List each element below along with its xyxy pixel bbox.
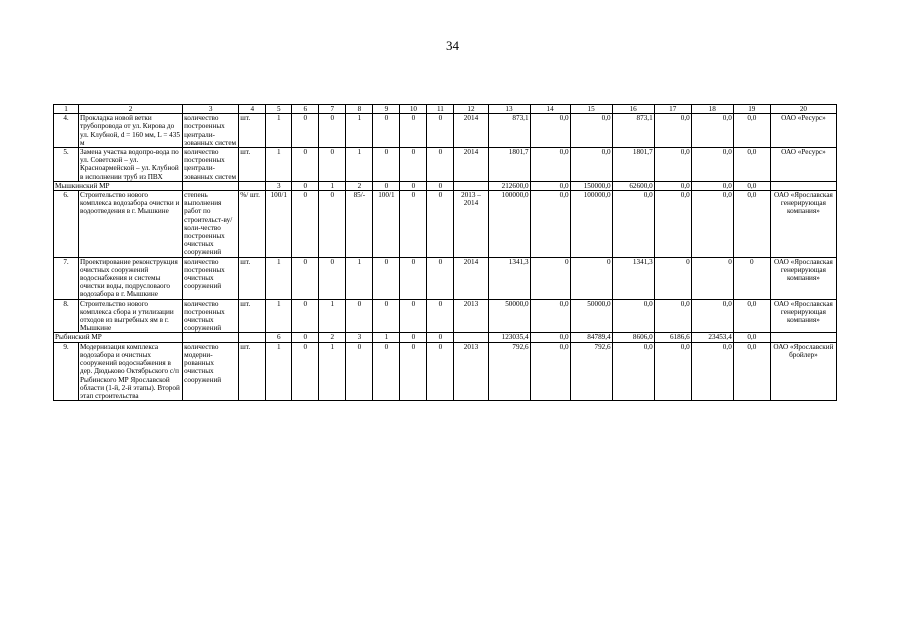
table-cell: 50000,0 bbox=[570, 299, 612, 333]
table-cell: 0,0 bbox=[612, 299, 654, 333]
table-cell: 1341,3 bbox=[488, 257, 530, 299]
table-cell: 0,0 bbox=[570, 114, 612, 148]
table-cell: количество построенных централи-зованных систем bbox=[183, 148, 239, 182]
subtotal-cell: 0,0 bbox=[530, 333, 570, 342]
table-cell: 0 bbox=[292, 257, 319, 299]
subtotal-cell bbox=[183, 181, 239, 190]
table-cell: шт. bbox=[239, 114, 266, 148]
table-cell: 0 bbox=[654, 257, 691, 299]
table-cell: 1 bbox=[319, 299, 346, 333]
table-cell: 0 bbox=[319, 257, 346, 299]
subtotal-cell: 62600,0 bbox=[612, 181, 654, 190]
subtotal-cell: 0 bbox=[292, 181, 319, 190]
header-cell: 19 bbox=[733, 105, 770, 114]
table-cell: количество построенных централи-зованных систем bbox=[183, 114, 239, 148]
table-cell: 0 bbox=[427, 257, 454, 299]
header-cell: 7 bbox=[319, 105, 346, 114]
table-cell: 0,0 bbox=[530, 299, 570, 333]
subtotal-cell: 0,0 bbox=[691, 181, 733, 190]
subtotal-cell: 1 bbox=[319, 181, 346, 190]
header-cell: 20 bbox=[770, 105, 836, 114]
table-cell: количество построенных очистных сооружений bbox=[183, 299, 239, 333]
table-cell: 0 bbox=[292, 299, 319, 333]
district-label: Мышкинский МР bbox=[54, 181, 183, 190]
table-cell: 0,0 bbox=[691, 342, 733, 400]
subtotal-cell: 2 bbox=[346, 181, 373, 190]
table-cell: 2014 bbox=[454, 148, 488, 182]
table-cell: 1 bbox=[266, 148, 292, 182]
table-cell: 0 bbox=[427, 191, 454, 258]
table-row bbox=[54, 114, 837, 148]
table-cell: ОАО «Ярославский бройлер» bbox=[770, 342, 836, 400]
table-cell: 0 bbox=[292, 191, 319, 258]
header-cell: 12 bbox=[454, 105, 488, 114]
subtotal-cell: 212600,0 bbox=[488, 181, 530, 190]
table-cell: 0 bbox=[292, 148, 319, 182]
row-number: 7. bbox=[54, 257, 79, 299]
table-cell: 0,0 bbox=[654, 299, 691, 333]
table-cell: 0,0 bbox=[530, 148, 570, 182]
table-cell: 0 bbox=[400, 342, 427, 400]
table-cell: количество модерни-рованных очистных сооружений bbox=[183, 342, 239, 400]
table-cell: шт. bbox=[239, 257, 266, 299]
table-cell: 0 bbox=[427, 114, 454, 148]
table-cell: 0 bbox=[400, 299, 427, 333]
table-cell: 0 bbox=[733, 257, 770, 299]
table-cell: 0 bbox=[292, 342, 319, 400]
subtotal-cell: 0 bbox=[400, 181, 427, 190]
table-cell: 1 bbox=[266, 299, 292, 333]
subtotal-cell: 3 bbox=[346, 333, 373, 342]
table-cell: 0 bbox=[346, 299, 373, 333]
row-number: 5. bbox=[54, 148, 79, 182]
header-cell: 6 bbox=[292, 105, 319, 114]
header-cell: 9 bbox=[373, 105, 400, 114]
table-cell: 1801,7 bbox=[612, 148, 654, 182]
table-cell: 0,0 bbox=[530, 191, 570, 258]
table-cell: 0 bbox=[427, 342, 454, 400]
table-row bbox=[54, 148, 837, 182]
table-row bbox=[54, 342, 837, 400]
district-label: Рыбинский МР bbox=[54, 333, 183, 342]
table-cell: 0,0 bbox=[733, 114, 770, 148]
measure-name: Прокладка новой ветки трубопровода от ул. Кирова до ул. Клубной, d = 160 мм, L = 435 м bbox=[79, 114, 183, 148]
header-cell: 4 bbox=[239, 105, 266, 114]
table-cell: 0,0 bbox=[654, 148, 691, 182]
subtotal-cell: 84789,4 bbox=[570, 333, 612, 342]
row-number: 8. bbox=[54, 299, 79, 333]
table-cell: 50000,0 bbox=[488, 299, 530, 333]
table-row bbox=[54, 299, 837, 333]
table-cell: 1 bbox=[346, 148, 373, 182]
subtotal-cell: 0,0 bbox=[733, 181, 770, 190]
subtotal-cell: 0 bbox=[427, 181, 454, 190]
subtotal-cell: 23453,4 bbox=[691, 333, 733, 342]
page-number: 34 bbox=[446, 38, 459, 53]
table-cell: количество построенных очистных сооружений bbox=[183, 257, 239, 299]
table-cell: 1 bbox=[266, 257, 292, 299]
table-cell: 0,0 bbox=[654, 342, 691, 400]
table-cell: шт. bbox=[239, 299, 266, 333]
header-cell: 1 bbox=[54, 105, 79, 114]
table-cell: 792,6 bbox=[570, 342, 612, 400]
table-cell: 0 bbox=[319, 191, 346, 258]
table-cell: 0 bbox=[346, 342, 373, 400]
table-cell: 0 bbox=[400, 148, 427, 182]
table-cell: 792,6 bbox=[488, 342, 530, 400]
table-cell: 2013 – 2014 bbox=[454, 191, 488, 258]
table-cell: 873,1 bbox=[612, 114, 654, 148]
subtotal-cell: 6186,6 bbox=[654, 333, 691, 342]
header-cell: 8 bbox=[346, 105, 373, 114]
table-cell: ОАО «Ресурс» bbox=[770, 148, 836, 182]
table-row bbox=[54, 257, 837, 299]
table-cell: 0 bbox=[319, 148, 346, 182]
table-cell: 0,0 bbox=[654, 191, 691, 258]
table-cell: 2013 bbox=[454, 299, 488, 333]
table-cell: 0,0 bbox=[691, 148, 733, 182]
table-cell: 0 bbox=[691, 257, 733, 299]
subtotal-cell bbox=[454, 181, 488, 190]
header-cell: 10 bbox=[400, 105, 427, 114]
table-cell: 1341,3 bbox=[612, 257, 654, 299]
table-cell: 0 bbox=[373, 148, 400, 182]
subtotal-cell bbox=[239, 333, 266, 342]
header-cell: 13 bbox=[488, 105, 530, 114]
header-cell: 14 bbox=[530, 105, 570, 114]
table-cell: 0,0 bbox=[530, 114, 570, 148]
subtotal-cell: 0,0 bbox=[530, 181, 570, 190]
table-cell: 0,0 bbox=[733, 191, 770, 258]
measure-name: Замена участка водопро-вода по ул. Советской – ул. Красноармейской – ул. Клубной в исполнении труб из ПВХ bbox=[79, 148, 183, 182]
measure-name: Строительство нового комплекса сбора и утилизации отходов из выгребных ям в г. Мышкине bbox=[79, 299, 183, 333]
measure-name: Проектирование реконструкция очистных сооружений водоснабжения и системы очистки воды, подрусловаого водозабора в г. Мышкине bbox=[79, 257, 183, 299]
header-cell: 2 bbox=[79, 105, 183, 114]
subtotal-cell: 0 bbox=[427, 333, 454, 342]
table-cell: 0,0 bbox=[733, 342, 770, 400]
table-cell: 100000,0 bbox=[488, 191, 530, 258]
table-cell: ОАО «Ярославская генерирующая компания» bbox=[770, 257, 836, 299]
table-cell: ОАО «Ярославская генерирующая компания» bbox=[770, 191, 836, 258]
table-cell: 100/1 bbox=[266, 191, 292, 258]
table-cell: 0 bbox=[373, 114, 400, 148]
header-cell: 17 bbox=[654, 105, 691, 114]
table-cell: 0 bbox=[427, 299, 454, 333]
table-cell: 100000,0 bbox=[570, 191, 612, 258]
table-cell: 0,0 bbox=[654, 114, 691, 148]
table-cell: ОАО «Ресурс» bbox=[770, 114, 836, 148]
header-row bbox=[54, 105, 837, 114]
table-cell: 0,0 bbox=[733, 148, 770, 182]
header-cell: 3 bbox=[183, 105, 239, 114]
table-cell: 0 bbox=[400, 257, 427, 299]
subtotal-cell: 0 bbox=[292, 333, 319, 342]
table-cell: степень выполнения работ по строительст-ву/ коли-чество построенных очистных сооружений bbox=[183, 191, 239, 258]
table-cell: 873,1 bbox=[488, 114, 530, 148]
subtotal-cell bbox=[454, 333, 488, 342]
table-cell: 2013 bbox=[454, 342, 488, 400]
table-cell: 0 bbox=[530, 257, 570, 299]
header-cell: 18 bbox=[691, 105, 733, 114]
subtotal-cell: 0,0 bbox=[733, 333, 770, 342]
subtotal-cell bbox=[770, 333, 836, 342]
table-cell: 2014 bbox=[454, 257, 488, 299]
table-cell: 1 bbox=[266, 342, 292, 400]
subtotal-cell bbox=[770, 181, 836, 190]
table-cell: 0 bbox=[400, 191, 427, 258]
table-cell: 2014 bbox=[454, 114, 488, 148]
table-row bbox=[54, 191, 837, 258]
table-cell: 0 bbox=[373, 257, 400, 299]
subtotal-cell: 0 bbox=[373, 181, 400, 190]
table-cell: 0,0 bbox=[691, 191, 733, 258]
table-cell: 0,0 bbox=[570, 148, 612, 182]
table-cell: 0 bbox=[292, 114, 319, 148]
table-cell: 0 bbox=[373, 342, 400, 400]
table-cell: 1 bbox=[346, 114, 373, 148]
subtotal-cell: 0,0 bbox=[654, 181, 691, 190]
table-cell: %/ шт. bbox=[239, 191, 266, 258]
table-cell: 1 bbox=[266, 114, 292, 148]
table-cell: 1 bbox=[346, 257, 373, 299]
measure-name: Модернизация комплекса водозабора и очистных сооружений водоснабжения в дер. Дюдьково Октябрьского с/п Рыбинского МР Ярославской области (1-й, 2-й этапы). Второй этап строительства bbox=[79, 342, 183, 400]
table-cell: 1 bbox=[319, 342, 346, 400]
table-cell: 0,0 bbox=[612, 342, 654, 400]
subtotal-cell bbox=[239, 181, 266, 190]
table-cell: 0 bbox=[400, 114, 427, 148]
subtotal-row bbox=[54, 333, 837, 342]
table-cell: 0 bbox=[319, 114, 346, 148]
subtotal-cell: 1 bbox=[373, 333, 400, 342]
header-cell: 5 bbox=[266, 105, 292, 114]
investment-table bbox=[53, 104, 837, 401]
subtotal-cell: 123035,4 bbox=[488, 333, 530, 342]
table-cell: 0 bbox=[427, 148, 454, 182]
subtotal-cell: 0 bbox=[400, 333, 427, 342]
subtotal-cell: 150000,0 bbox=[570, 181, 612, 190]
header-cell: 11 bbox=[427, 105, 454, 114]
header-cell: 16 bbox=[612, 105, 654, 114]
subtotal-cell: 8606,0 bbox=[612, 333, 654, 342]
table-cell: 0,0 bbox=[612, 191, 654, 258]
table-cell: 85/- bbox=[346, 191, 373, 258]
header-cell: 15 bbox=[570, 105, 612, 114]
table-cell: шт. bbox=[239, 148, 266, 182]
subtotal-cell: 6 bbox=[266, 333, 292, 342]
table-cell: 0,0 bbox=[691, 299, 733, 333]
subtotal-cell: 3 bbox=[266, 181, 292, 190]
subtotal-row bbox=[54, 181, 837, 190]
table-cell: 1801,7 bbox=[488, 148, 530, 182]
table-cell: ОАО «Ярославская генерирующая компания» bbox=[770, 299, 836, 333]
row-number: 6. bbox=[54, 191, 79, 258]
table-cell: шт. bbox=[239, 342, 266, 400]
table-cell: 0,0 bbox=[733, 299, 770, 333]
table-cell: 0 bbox=[570, 257, 612, 299]
measure-name: Строительство нового комплекса водозабора очистки и водоотведения в г. Мышкине bbox=[79, 191, 183, 258]
table-cell: 0,0 bbox=[691, 114, 733, 148]
table-cell: 100/1 bbox=[373, 191, 400, 258]
subtotal-cell bbox=[183, 333, 239, 342]
row-number: 4. bbox=[54, 114, 79, 148]
row-number: 9. bbox=[54, 342, 79, 400]
table-cell: 0 bbox=[373, 299, 400, 333]
subtotal-cell: 2 bbox=[319, 333, 346, 342]
table-cell: 0,0 bbox=[530, 342, 570, 400]
